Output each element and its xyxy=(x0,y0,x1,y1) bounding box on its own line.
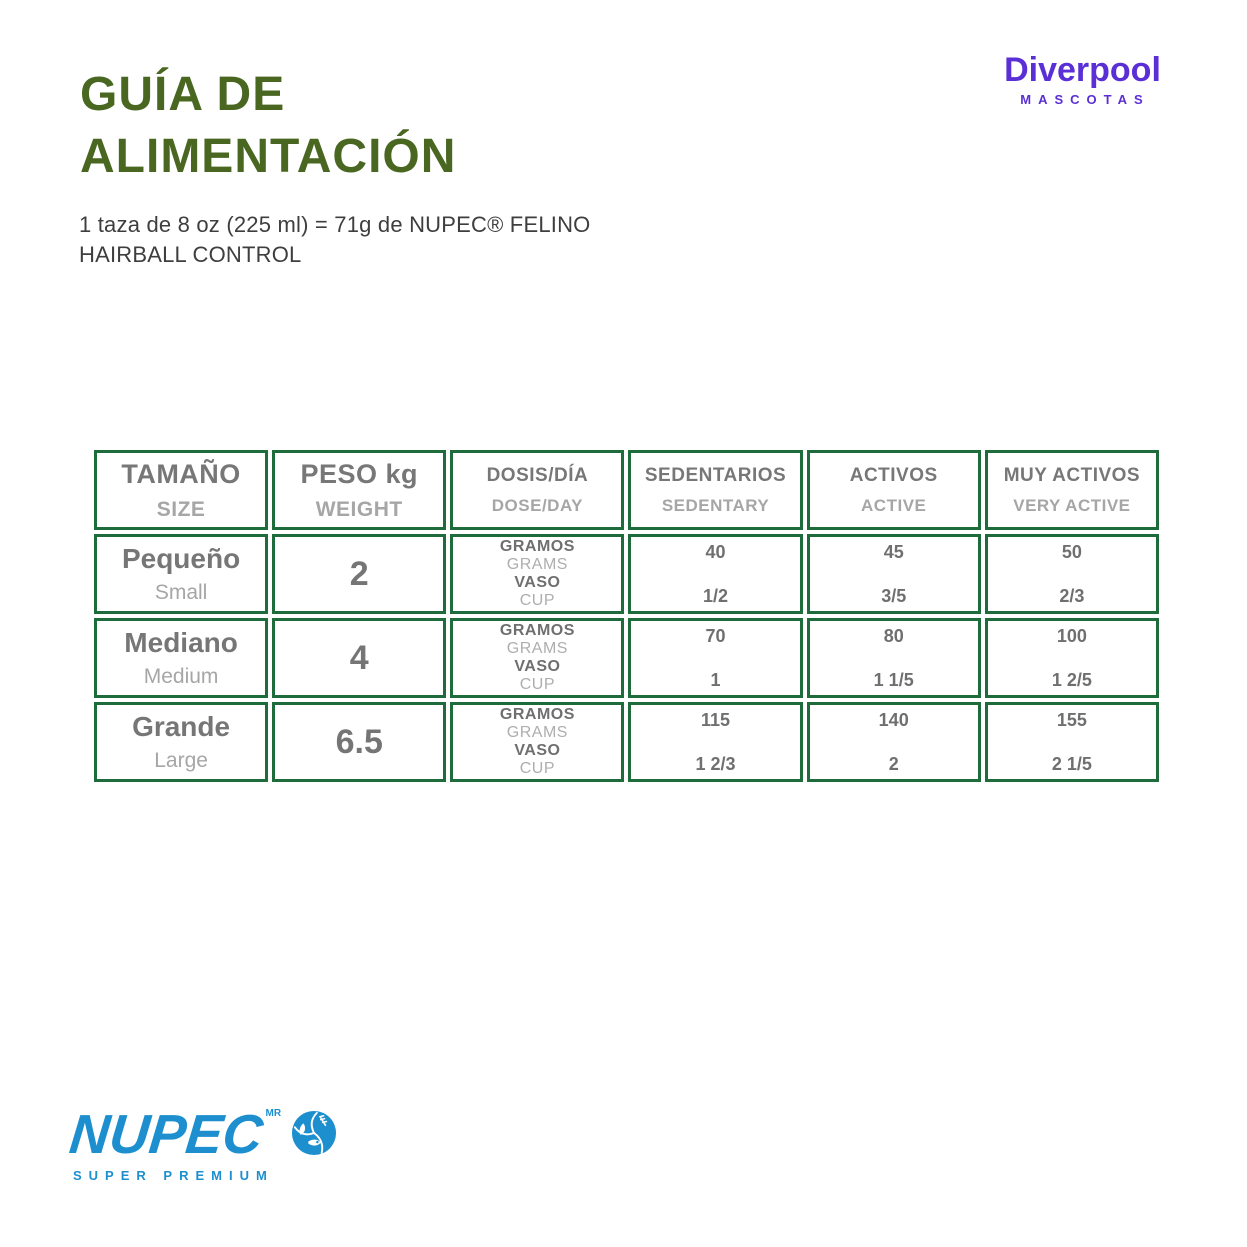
active-value-cell xyxy=(807,618,981,698)
grams-value: 40 xyxy=(705,541,726,562)
header-secondary: VERY ACTIVE xyxy=(1013,495,1131,515)
very-active-value-cell xyxy=(985,702,1159,782)
header-primary: ACTIVOS xyxy=(849,464,938,486)
dose-unit-cell xyxy=(450,534,624,614)
header-secondary: DOSE/DAY xyxy=(491,495,583,515)
header-primary: TAMAÑO xyxy=(121,458,241,489)
table-row-small xyxy=(94,534,1159,614)
size-es: Grande xyxy=(132,711,231,742)
diverpool-logo xyxy=(995,52,1170,107)
dose-label-grams: GRAMS xyxy=(506,640,568,658)
feeding-guide-table xyxy=(90,446,1163,786)
table-row-medium xyxy=(94,618,1159,698)
dose-label-grams: GRAMS xyxy=(506,556,568,574)
header-activos xyxy=(807,450,981,530)
dose-label-gramos: GRAMOS xyxy=(499,538,575,556)
cup-value: 1/2 xyxy=(703,585,729,606)
size-es: Pequeño xyxy=(121,543,241,574)
page-subtitle xyxy=(79,210,590,269)
header-sedentarios xyxy=(628,450,802,530)
header-peso xyxy=(272,450,446,530)
size-en: Large xyxy=(154,749,208,772)
size-cell xyxy=(94,534,268,614)
table-row-large xyxy=(94,702,1159,782)
size-en: Medium xyxy=(143,665,219,688)
grams-value: 50 xyxy=(1061,541,1082,562)
weight-cell: 2 xyxy=(272,534,446,614)
page-title-line2: ALIMENTACIÓN xyxy=(80,130,457,184)
header-dosis xyxy=(450,450,624,530)
header-primary: PESO kg xyxy=(300,458,418,489)
grams-value: 155 xyxy=(1056,709,1087,730)
size-cell xyxy=(94,618,268,698)
grams-value: 70 xyxy=(705,625,726,646)
weight-cell: 6.5 xyxy=(272,702,446,782)
dose-label-gramos: GRAMOS xyxy=(499,706,575,724)
nupec-tagline: SUPER PREMIUM xyxy=(73,1168,274,1184)
very-active-value-cell xyxy=(985,618,1159,698)
dose-label-gramos: GRAMOS xyxy=(499,622,575,640)
page-title xyxy=(80,64,456,189)
header-tamano xyxy=(94,450,268,530)
header-secondary: WEIGHT xyxy=(315,497,403,521)
page-title-line1: GUÍA DE xyxy=(80,68,286,121)
dose-label-cup: CUP xyxy=(519,759,556,777)
dose-unit-cell xyxy=(450,702,624,782)
dose-label-grams: GRAMS xyxy=(506,724,568,742)
cup-value: 3/5 xyxy=(881,585,907,606)
header-primary: SEDENTARIOS xyxy=(644,464,787,486)
nupec-trademark: MR xyxy=(265,1108,282,1119)
dose-label-cup: CUP xyxy=(519,591,556,609)
page-subtitle-line2: HAIRBALL CONTROL xyxy=(79,241,302,267)
cup-value: 1 1/5 xyxy=(873,669,914,690)
header-secondary: SEDENTARY xyxy=(661,495,770,515)
sedentary-value-cell xyxy=(628,702,802,782)
very-active-value-cell xyxy=(985,534,1159,614)
cup-value: 1 xyxy=(710,669,721,690)
sedentary-value-cell xyxy=(628,534,802,614)
grams-value: 45 xyxy=(883,541,904,562)
grams-value: 100 xyxy=(1056,625,1087,646)
size-cell xyxy=(94,702,268,782)
grams-value: 140 xyxy=(878,709,909,730)
table-header-row xyxy=(94,450,1159,530)
cup-value: 1 2/3 xyxy=(695,753,736,774)
dose-unit-cell xyxy=(450,618,624,698)
header-primary: MUY ACTIVOS xyxy=(1003,464,1141,486)
header-secondary: SIZE xyxy=(156,497,206,521)
size-es: Mediano xyxy=(124,627,238,658)
diverpool-wordmark: Diverpool xyxy=(1004,51,1161,89)
cup-value: 1 2/5 xyxy=(1051,669,1092,690)
page-subtitle-line1: 1 taza de 8 oz (225 ml) = 71g de NUPEC® FELINO xyxy=(79,212,591,237)
grams-value: 80 xyxy=(883,625,904,646)
header-muy-activos xyxy=(985,450,1159,530)
header-secondary: ACTIVE xyxy=(861,495,927,515)
size-en: Small xyxy=(154,581,208,604)
dose-label-vaso: VASO xyxy=(514,574,561,591)
active-value-cell xyxy=(807,702,981,782)
diverpool-tagline: MASCOTAS xyxy=(1020,92,1150,108)
weight-cell: 4 xyxy=(272,618,446,698)
cup-value: 2 xyxy=(888,753,899,774)
cup-value: 2/3 xyxy=(1059,585,1085,606)
cup-value: 2 1/5 xyxy=(1051,753,1092,774)
sedentary-value-cell xyxy=(628,618,802,698)
nupec-logo xyxy=(66,1103,337,1184)
nupec-emblem-icon xyxy=(291,1110,337,1156)
header-primary: DOSIS/DÍA xyxy=(486,464,589,486)
dose-label-vaso: VASO xyxy=(514,742,561,759)
dose-label-vaso: VASO xyxy=(514,658,561,675)
grams-value: 115 xyxy=(701,709,731,730)
dose-label-cup: CUP xyxy=(519,675,556,693)
active-value-cell xyxy=(807,534,981,614)
nupec-wordmark: NUPEC xyxy=(66,1103,266,1165)
